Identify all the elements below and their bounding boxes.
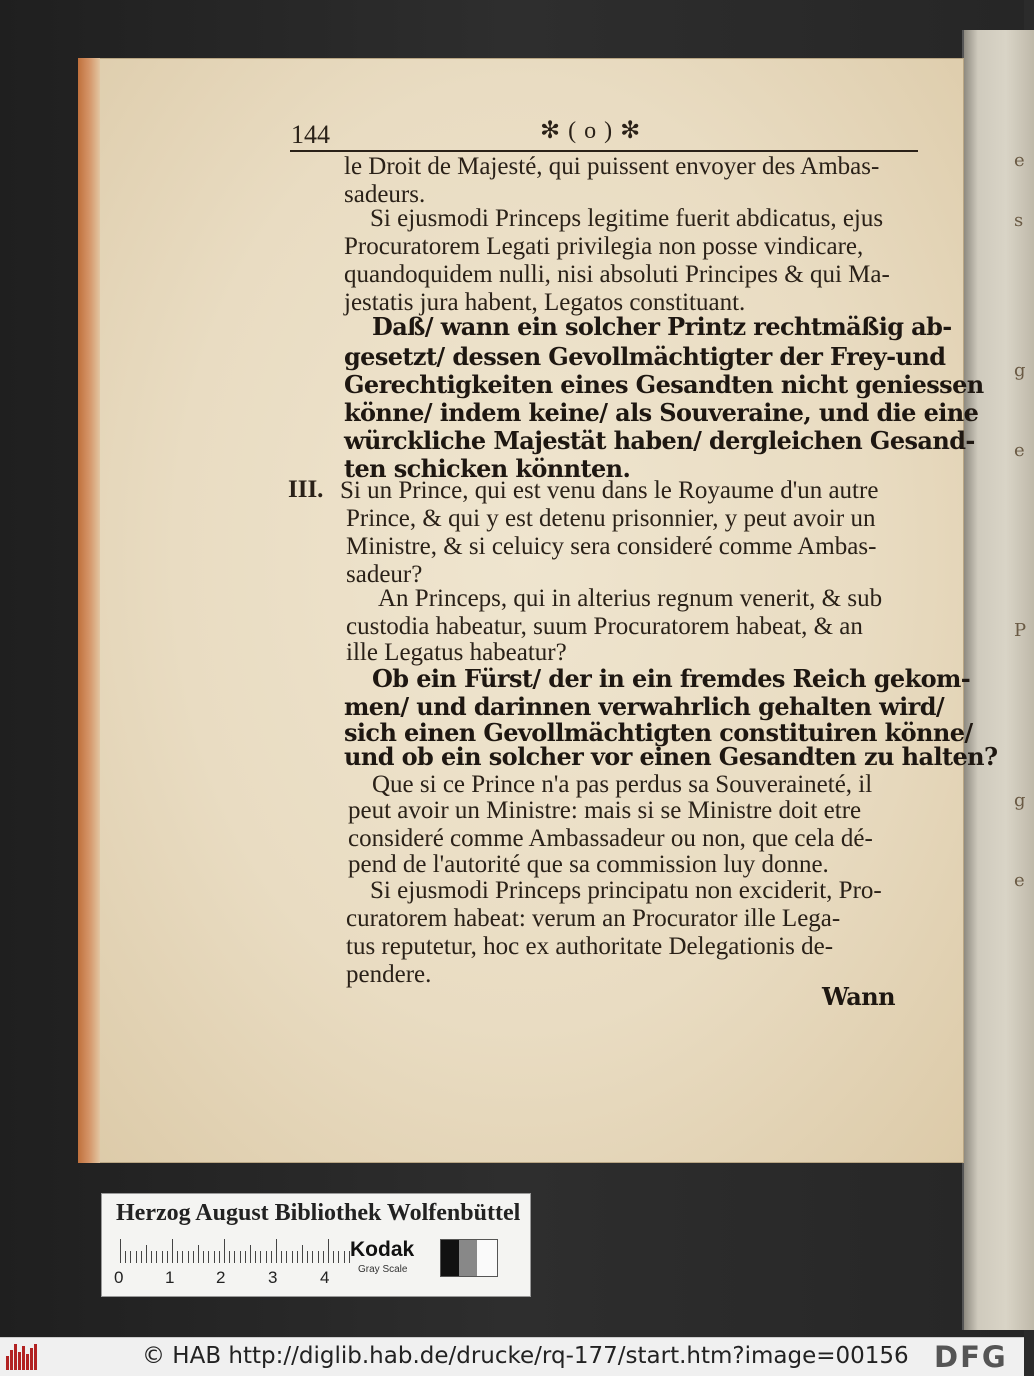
- ruler-tick: [255, 1251, 256, 1263]
- ruler-tick: [214, 1251, 215, 1263]
- text-line: curatorem habeat: verum an Procurator ille Lega-: [346, 905, 841, 932]
- text-line: sich einen Gevollmächtigten constituiren könne/: [344, 718, 973, 747]
- ruler-tick: [172, 1239, 173, 1263]
- text-line: An Princeps, qui in alterius regnum venerit, & sub: [378, 585, 883, 612]
- text-line: Ob ein Fürst/ der in ein fremdes Reich gekom-: [372, 664, 971, 693]
- hab-logo-bar: [34, 1344, 37, 1370]
- text-line: Si ejusmodi Princeps principatu non exciderit, Pro-: [370, 877, 882, 904]
- page-number: 144: [291, 120, 330, 149]
- text-line: jestatis jura habent, Legatos constituant.: [344, 289, 746, 316]
- text-line: le Droit de Majesté, qui puissent envoyer des Ambas-: [344, 153, 880, 180]
- text-line: gesetzt/ dessen Gevollmächtigter der Frey-und: [344, 342, 946, 371]
- text-line: peut avoir un Ministre: mais si se Ministre doit etre: [348, 797, 862, 824]
- text-line: könne/ indem keine/ als Souveraine, und die eine: [344, 398, 979, 427]
- text-line: und ob ein solcher vor einen Gesandten zu halten?: [344, 742, 998, 771]
- ruler-tick: [224, 1239, 225, 1263]
- ruler-tick: [271, 1251, 272, 1263]
- catchword: Wann: [822, 982, 895, 1011]
- hab-logo-bar: [30, 1348, 33, 1370]
- ruler-tick: [260, 1251, 261, 1263]
- text-line: Que si ce Prince n'a pas perdus sa Souveraineté, il: [372, 771, 873, 798]
- ruler-tick: [333, 1251, 334, 1263]
- ruler-tick: [120, 1239, 121, 1263]
- text-line: pendere.: [346, 961, 432, 988]
- kodak-logo: Kodak: [350, 1238, 415, 1261]
- ruler-tick: [151, 1251, 152, 1263]
- hab-logo-bar: [10, 1350, 13, 1370]
- page-edge: [78, 58, 100, 1163]
- hab-logo-bar: [14, 1344, 17, 1370]
- ruler-tick: [125, 1251, 126, 1263]
- ruler-tick: [136, 1251, 137, 1263]
- ruler-tick: [208, 1251, 209, 1263]
- text-line: men/ und darinnen verwahrlich gehalten wird/: [344, 692, 945, 721]
- library-name: Herzog August Bibliothek Wolfenbüttel: [116, 1200, 521, 1226]
- ruler-tick: [234, 1251, 235, 1263]
- hab-logo-bar: [26, 1354, 29, 1370]
- ruler-tick: [344, 1251, 345, 1263]
- text-line: Gerechtigkeiten eines Gesandten nicht geniessen: [344, 370, 984, 399]
- ruler-tick: [240, 1251, 241, 1263]
- ruler-tick: [276, 1239, 277, 1263]
- scale-ruler: [116, 1239, 346, 1267]
- ruler-tick: [156, 1251, 157, 1263]
- text-line: Procuratorem Legati privilegia non posse vindicare,: [344, 233, 864, 260]
- ruler-tick: [245, 1251, 246, 1263]
- scale-number: 0: [114, 1268, 124, 1287]
- hab-logo-bar: [18, 1352, 21, 1370]
- library-label-card: [101, 1193, 531, 1297]
- copyright-url[interactable]: © HAB http://diglib.hab.de/drucke/rq-177/start.htm?image=00156: [142, 1343, 909, 1369]
- ruler-tick: [338, 1251, 339, 1263]
- hab-logo-icon: [6, 1344, 40, 1370]
- ruler-tick: [302, 1245, 303, 1263]
- text-line: custodia habeatur, suum Procuratorem habeat, & an: [346, 613, 863, 640]
- ruler-tick: [193, 1251, 194, 1263]
- scale-number: 4: [320, 1268, 330, 1287]
- ruler-tick: [323, 1251, 324, 1263]
- ruler-tick: [318, 1251, 319, 1263]
- kodak-gray-scale-label: Gray Scale: [358, 1264, 408, 1275]
- text-line: sadeurs.: [344, 181, 426, 208]
- ruler-tick: [250, 1245, 251, 1263]
- text-line: ten schicken könnten.: [344, 454, 631, 483]
- facing-page-edge: e s g e P g e: [962, 30, 1034, 1330]
- hab-logo-bar: [6, 1356, 9, 1370]
- ruler-tick: [297, 1251, 298, 1263]
- section-numeral: III.: [288, 476, 324, 503]
- ruler-tick: [198, 1245, 199, 1263]
- ruler-tick: [292, 1251, 293, 1263]
- ruler-tick: [141, 1251, 142, 1263]
- text-line: Si un Prince, qui est venu dans le Royaume d'un autre: [340, 477, 879, 504]
- ruler-tick: [203, 1251, 204, 1263]
- ruler-tick: [162, 1251, 163, 1263]
- gray-scale-patches: [440, 1239, 498, 1277]
- text-line: quandoquidem nulli, nisi absoluti Principes & qui Ma-: [344, 261, 890, 288]
- text-line: Ministre, & si celuicy sera consideré comme Ambas-: [346, 533, 877, 560]
- footer-bar: [0, 1337, 1024, 1376]
- scale-number: 2: [216, 1268, 226, 1287]
- text-line: Daß/ wann ein solcher Printz rechtmäßig ab-: [372, 312, 952, 341]
- text-line: consideré comme Ambassadeur ou non, que cela dé-: [348, 825, 873, 852]
- ruler-tick: [177, 1251, 178, 1263]
- ruler-tick: [281, 1251, 282, 1263]
- ruler-tick: [130, 1251, 131, 1263]
- ruler-tick: [286, 1251, 287, 1263]
- text-line: Prince, & qui y est detenu prisonnier, y peut avoir un: [346, 505, 876, 532]
- ruler-tick: [219, 1251, 220, 1263]
- ruler-tick: [167, 1251, 168, 1263]
- text-line: pend de l'autorité que sa commission luy donne.: [348, 851, 829, 878]
- dfg-logo: DFG: [934, 1340, 1008, 1374]
- text-line: sadeur?: [346, 561, 423, 588]
- text-line: Si ejusmodi Princeps legitime fuerit abdicatus, ejus: [370, 205, 884, 232]
- ruler-tick: [312, 1251, 313, 1263]
- ruler-tick: [266, 1251, 267, 1263]
- hab-logo-bar: [22, 1346, 25, 1370]
- ruler-tick: [182, 1251, 183, 1263]
- ruler-tick: [146, 1245, 147, 1263]
- ruler-tick: [328, 1239, 329, 1263]
- text-line: würckliche Majestät haben/ dergleichen Gesand-: [344, 426, 975, 455]
- ruler-tick: [229, 1251, 230, 1263]
- text-line: tus reputetur, hoc ex authoritate Delegationis de-: [346, 933, 834, 960]
- running-head: ✻ ( o ) ✻: [540, 118, 642, 144]
- ruler-tick: [188, 1251, 189, 1263]
- scale-number: 1: [165, 1268, 175, 1287]
- text-line: ille Legatus habeatur?: [346, 639, 567, 666]
- scale-number: 3: [268, 1268, 278, 1287]
- ruler-tick: [307, 1251, 308, 1263]
